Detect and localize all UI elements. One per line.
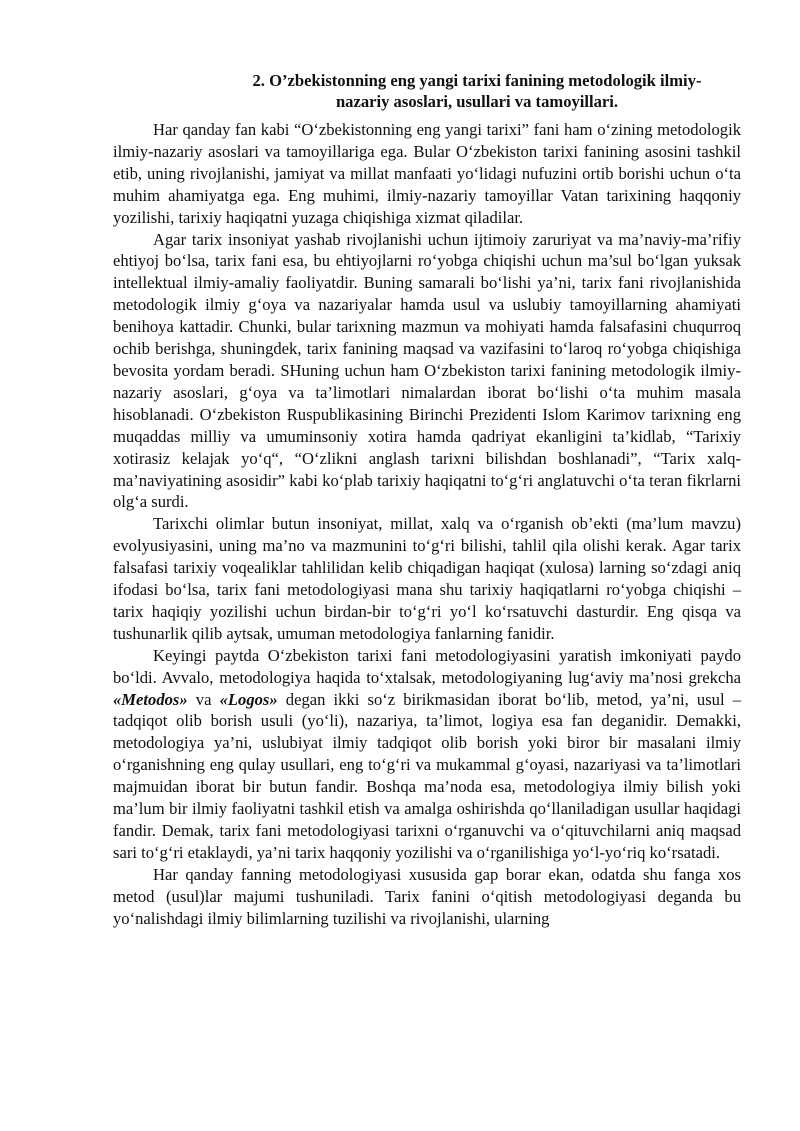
- paragraph-4-part-1: Keyingi paytda O‘zbekiston tarixi fani metodologiyasini yaratish imkoniyati paydo bo‘ldi. Avvalo, metodologiya haqida to‘xtalsak, metodologiyaning lug‘aviy ma’nosi grekcha: [113, 645, 741, 687]
- document-page: [113, 70, 741, 930]
- section-heading: [113, 70, 741, 112]
- paragraph-5: Har qanday fanning metodologiyasi xususida gap borar ekan, odatda shu fanga xos metod (usul)lar majumi tushuniladi. Tarix fanini o‘qitish metodologiyasi deganda bu yo‘nalishdagi ilmiy bilimlarning tuzilishi va rivojlanishi, ularning: [113, 864, 741, 928]
- heading-line-1: 2. O’zbekistonning eng yangi tarixi fanining metodologik ilmiy-: [252, 71, 702, 90]
- term-metodos: «Metodos»: [113, 689, 188, 709]
- paragraph-4-part-3: degan ikki so‘z birikmasidan iborat bo‘lib, metod, ya’ni, usul – tadqiqot olib borish usuli (yo‘li), nazariya, ta’limot, logiya esa fan deganidir. Demakki, metodologiya ya’ni, uslubiyat ilmiy tadqiqot olib borish yoki biror bir masalani ilmiy o‘rganishning eng qulay usullari, eng to‘g‘ri va mukammal g‘oyasi, nazariyasi va ta’limotlari majmuidan iborat bir butun fandir. Boshqa ma’noda esa, metodologiya ilmiy bilish yoki ma’lum bir ilmiy faoliyatni tashkil etish va amalga oshirishda qo‘llaniladigan usullar haqidagi fandir. Demak, tarix fani metodologiyasi tarixni o‘rganuvchi va o‘qituvchilarni aniq maqsad sari to‘g‘ri etaklaydi, ya’ni tarix haqqoniy yozilishi va o‘rganilishiga yo‘l-yo‘riq ko‘rsatadi.: [113, 689, 741, 862]
- paragraph-4-part-2: va: [187, 689, 220, 709]
- term-logos: «Logos»: [219, 689, 278, 709]
- paragraph-4: [113, 645, 741, 864]
- heading-line-2: nazariy asoslari, usullari va tamoyillari.: [335, 92, 619, 111]
- paragraph-2: Agar tarix insoniyat yashab rivojlanishi uchun ijtimoiy zaruriyat va ma’naviy-ma’rifiy ehtiyoj bo‘lsa, tarix fani esa, bu ehtiyojlarni ro‘yobga chiqishi uchun ma’sul bo‘lgan yuksak intellektual ilmiy-amaliy faoliyatdir. Buning samarali bo‘lishi ya’ni, tarix fani rivojlanishida metodologik ilmiy g‘oya va nazariyalar hamda usul va uslubiy tamoyillarning ahamiyati benihoya kattadir. Chunki, bular tarixning mazmun va mohiyati hamda falsafasini chuqurroq ochib berishga, shuningdek, tarix fanining maqsad va vazifasini to‘laroq ro‘yobga chiqishiga bevosita yordam beradi. SHuning uchun ham O‘zbekiston tarixi fanining metodologik ilmiy-nazariy asoslari, g‘oya va ta’limotlari nimalardan iborat bo‘lishi o‘ta muhim masala hisoblanadi. O‘zbekiston Ruspublikasining Birinchi Prezidenti Islom Karimov tarixning eng muqaddas milliy va umuminsoniy xotira hamda qadriyat ekanligini ta’kidlab, “Tarixiy xotirasiz kelajak yo‘q“, “O‘zlikni anglash tarixni bilishdan boshlanadi”, “Tarix xalq-ma’naviyatining asosidir” kabi ko‘plab tarixiy haqiqatni to‘g‘ri anglatuvchi o‘ta teran fikrlarni olg‘a surdi.: [113, 229, 741, 512]
- paragraph-1: Har qanday fan kabi “O‘zbekistonning eng yangi tarixi” fani ham o‘zining metodologik ilmiy-nazariy asoslari va tamoyillariga ega. Bular O‘zbekiston tarixi fanining asosini tashkil etib, uning rivojlanishi, jamiyat va millat manfaati yo‘lidagi nufuzini ortib borishi uchun o‘ta muhim ahamiyatga ega. Eng muhimi, ilmiy-nazariy tamoyillar Vatan tarixining haqqoniy yozilishi, tarixiy haqiqatni yuzaga chiqishiga xizmat qiladilar.: [113, 120, 741, 227]
- paragraph-3: Tarixchi olimlar butun insoniyat, millat, xalq va o‘rganish ob’ekti (ma’lum mavzu) evolyusiyasini, uning ma’no va mazmunini to‘g‘ri bilishi, tahlil qila olishi kerak. Agar tarix falsafasi tarixiy voqealiklar tahlilidan kelib chiqadigan haqiqat (xulosa) larning so‘zdagi aniq ifodasi bo‘lsa, tarix fani metodologiyasi mana shu tarixiy haqiqatlarni ro‘yobga chiqishi – tarix haqiqiy yozilishi uchun birdan-bir to‘g‘ri yo‘l ko‘rsatuvchi dasturdir. Eng qisqa va tushunarlik qilib aytsak, umuman metodologiya fanlarning fanidir.: [113, 514, 741, 643]
